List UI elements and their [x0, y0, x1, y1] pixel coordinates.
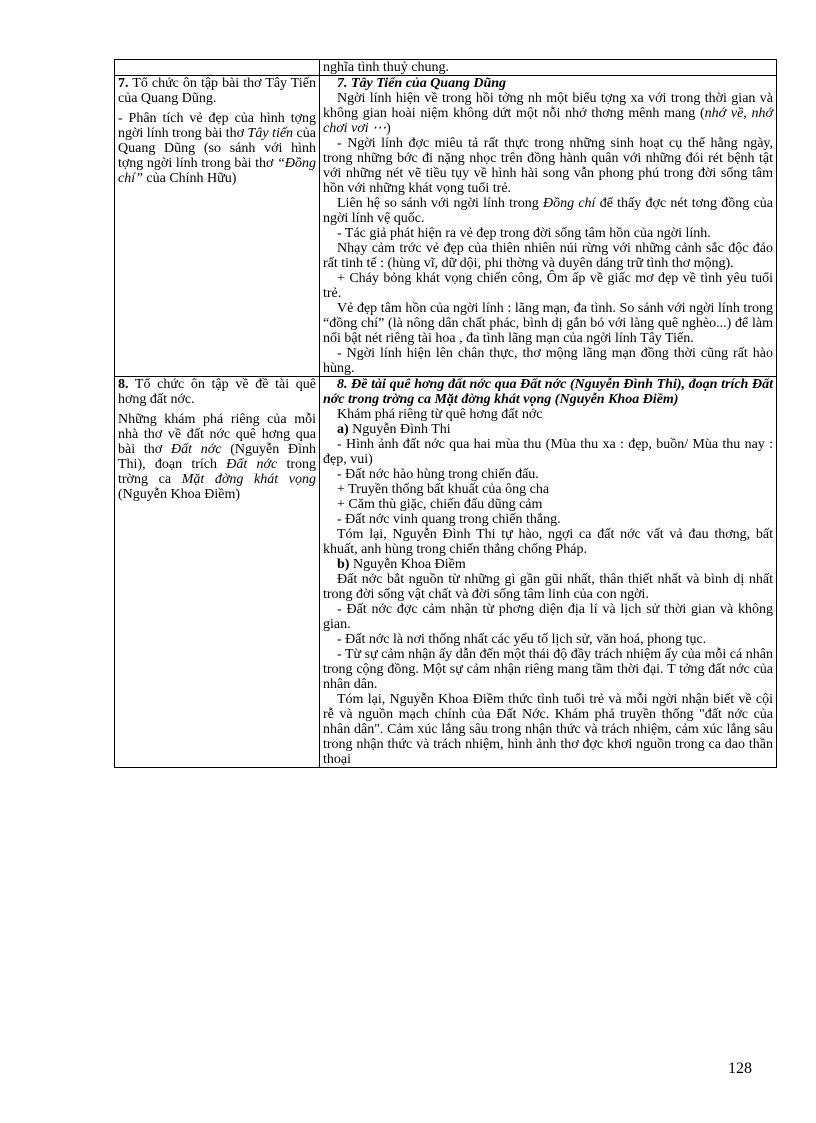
content-8-paragraph: - Đất nớc hào hùng trong chiến đấu.	[337, 467, 539, 482]
content-8-paragraph: Khám phá riêng từ quê hơng đất nớc	[337, 407, 543, 422]
table-row-continuation	[115, 60, 777, 76]
content-7-heading: 7. Tây Tiến của Quang Dũng	[337, 76, 507, 91]
content-8-paragraph: - Đất nớc đợc cảm nhận từ phơng diện địa lí và lịch sử thời gian và không gian.	[323, 602, 773, 632]
content-7-paragraph: + Cháy bỏng khát vọng chiến công, Ôm ấp về giấc mơ đẹp về tình yêu tuổi trẻ.	[323, 271, 773, 301]
table-row-7	[115, 76, 777, 377]
content-8-subheading-a: a) Nguyễn Đình Thi	[337, 422, 451, 437]
content-8-paragraph: + Căm thù giặc, chiến đấu dũng cảm	[337, 497, 543, 512]
content-8-paragraph: - Đất nớc là nơi thống nhất các yếu tố lịch sử, văn hoá, phong tục.	[337, 632, 707, 647]
content-7-paragraph: Ngời lính hiện về trong hồi tởng nh một biểu tợng xa với trong thời gian và không gian hoài niệm không dứt một nỗi nhớ thơng mênh mang (nhớ về, nhớ chơi vơi ⋯)	[323, 91, 774, 136]
content-8-paragraph: - Đất nớc vinh quang trong chiến thắng.	[337, 512, 561, 527]
task-7-number: 7.	[118, 76, 129, 91]
right-cell-content-7	[320, 76, 777, 377]
content-7-paragraph: - Ngời lính hiện lên chân thực, thơ mộng lãng mạn đồng thời cũng rất hào hùng.	[323, 346, 773, 376]
right-cell-content-8	[320, 377, 777, 768]
page-number: 128	[728, 1060, 752, 1077]
content-8-subheading-b: b) Nguyễn Khoa Điềm	[337, 557, 466, 572]
content-8-paragraph: Tóm lại, Nguyễn Đình Thi tự hào, ngợi ca đất nớc vất vả đau thơng, bất khuất, anh hùng trong chiến thắng chống Pháp.	[323, 527, 773, 557]
task-8-description: Những khám phá riêng của mỗi nhà thơ về đất nớc quê hơng qua bài thơ Đất nớc (Nguyễn Đình Thi), đoạn trích Đất nớc trong trờng ca Mặt đờng khát vọng (Nguyễn Khoa Điềm)	[118, 412, 317, 502]
content-8-paragraph: Tóm lại, Nguyễn Khoa Điềm thức tỉnh tuổi trẻ và mỗi ngời nhận biết về cội rễ và nguồn mạch chính của Đất Nớc. Khám phá truyền thống "đất nớc của nhân dân". Cảm xúc lắng sâu trong nhận thức và trách nhiệm, cảm xúc lắng sâu trong nhận thức và trách nhiệm, hình ảnh thơ đợc khơi nguồn trong ca dao thần thoại	[323, 692, 773, 767]
content-7-paragraph: - Ngời lính đợc miêu tả rất thực trong những sinh hoạt cụ thể hằng ngày, trong những bớc đi nặng nhọc trên đồng hành quân với những đói rét bệnh tật với những nét vẽ tiều tụy về hình hài song vẫn phong phú trong đời sống tâm hồn với những khát vọng tuổi trẻ.	[323, 136, 773, 196]
content-7-paragraph: Nhạy cảm trớc vẻ đẹp của thiên nhiên núi rừng với những cảnh sắc độc đáo rất tinh tế : (hùng vĩ, dữ dội, phi thờng và duyên dáng trữ tình thơ mộng).	[323, 241, 773, 271]
content-7-paragraph: - Tác giả phát hiện ra vẻ đẹp trong đời sống tâm hồn của ngời lính.	[337, 226, 711, 241]
table-row-8	[115, 377, 777, 768]
lesson-table	[114, 59, 777, 768]
content-8-heading: 8. Đề tài quê hơng đất nớc qua Đất nớc (Nguyễn Đình Thi), đoạn trích Đất nớc trong trờng ca Mặt đờng khát vọng (Nguyễn Khoa Điềm)	[323, 377, 773, 407]
content-7-paragraph: Liên hệ so sánh với ngời lính trong Đồng chí để thấy đợc nét tơng đồng của ngời lính vệ quốc.	[323, 196, 773, 226]
left-cell-task-7	[115, 76, 320, 377]
task-8-number: 8.	[118, 377, 129, 392]
task-8-title: 8. Tổ chức ôn tập về đề tài quê hơng đất nớc.	[118, 377, 316, 407]
task-7-description: - Phân tích vẻ đẹp của hình tợng ngời lính trong bài thơ Tây tiến của Quang Dũng (so sánh với hình tợng ngời lính trong bài thơ “Đồng chí” của Chính Hữu)	[118, 111, 316, 186]
content-8-paragraph: Đất nớc bắt nguồn từ những gì gần gũi nhất, thân thiết nhất và bình dị nhất trong đời sống vật chất và đời sống tâm linh của con ngời.	[323, 572, 773, 602]
task-7-title: 7. Tổ chức ôn tập bài thơ Tây Tiến của Quang Dũng.	[118, 76, 316, 106]
content-8-paragraph: - Hình ảnh đất nớc qua hai mùa thu (Mùa thu xa : đẹp, buồn/ Mùa thu nay : đẹp, vui)	[323, 437, 773, 467]
continuation-text: nghĩa tình thuỷ chung.	[323, 60, 449, 75]
content-8-paragraph: - Từ sự cảm nhận ấy dẫn đến một thái độ đầy trách nhiệm ấy của mỗi cá nhân trong cộng đồng. Một sự cảm nhận riêng mang tầm thời đại. T tởng đất nớc của nhân dân.	[323, 647, 773, 692]
left-cell-task-8	[115, 377, 320, 768]
left-cell-empty	[115, 60, 320, 76]
content-7-paragraph: Vẻ đẹp tâm hồn của ngời lính : lãng mạn, đa tình. So sánh với ngời lính trong “đồng chí” (là nông dân chất phác, bình dị gắn bó với làng quê nghèo...) để làm nổi bật nét riêng tài hoa , đa tình lãng mạn của ngời lính Tây Tiến.	[323, 301, 773, 346]
content-8-paragraph: + Truyền thống bất khuất của ông cha	[337, 482, 550, 497]
right-cell-continuation	[320, 60, 777, 76]
